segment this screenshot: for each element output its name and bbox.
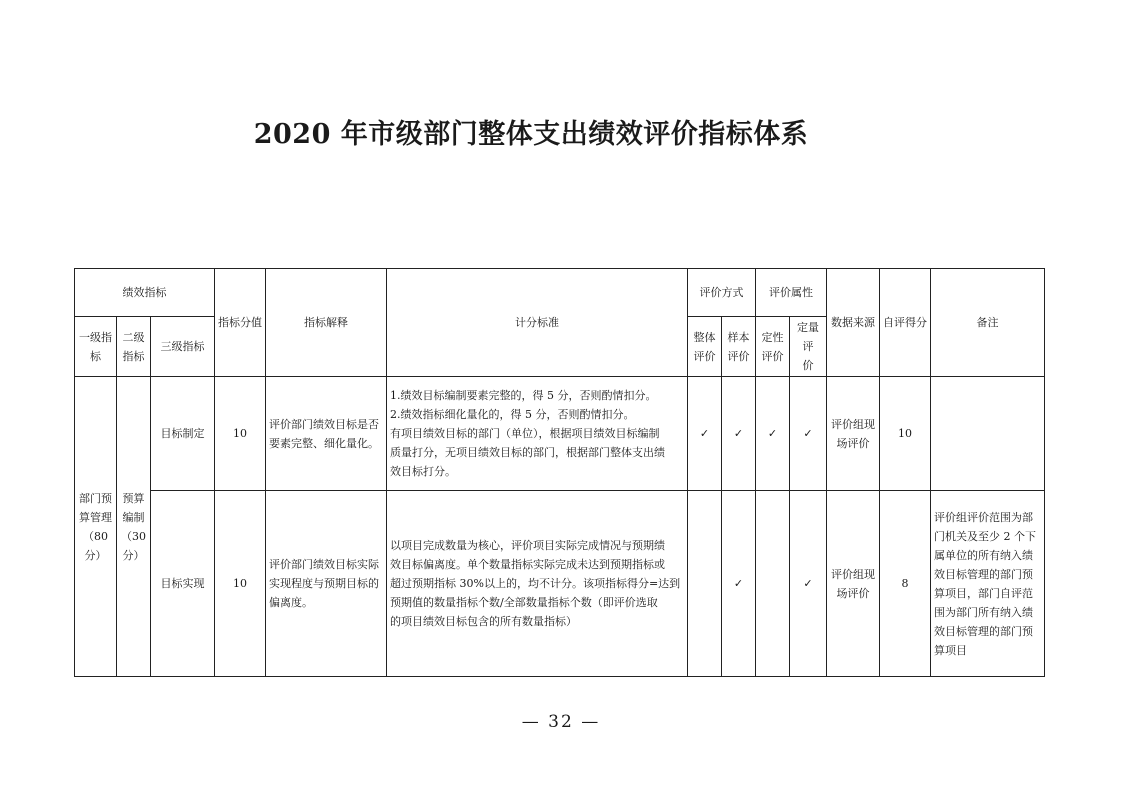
- header-criteria: 计分标准: [387, 269, 688, 377]
- level3-cell: 目标制定: [151, 377, 215, 491]
- indicator-table: [74, 268, 1045, 677]
- score-cell: 10: [215, 377, 266, 491]
- check-mark: ✓: [722, 491, 756, 677]
- check-mark: ✓: [756, 377, 790, 491]
- header-score: 指标分值: [215, 269, 266, 377]
- header-method: 评价方式: [688, 269, 756, 317]
- remarks-cell: 评价组评价范围为部 门机关及至少 2 个下 属单位的所有纳入绩 效目标管理的部门预 算项目，部门自评范 围为部门所有纳入绩 效目标管理的部门预 算项目: [931, 491, 1045, 677]
- header-level3: 三级指标: [151, 317, 215, 377]
- table-row: [75, 491, 1045, 677]
- source-cell: 评价组现 场评价: [827, 491, 880, 677]
- level3-cell: 目标实现: [151, 491, 215, 677]
- header-attr-quantitative: 定量评 价: [790, 317, 827, 377]
- header-self-score: 自评得分: [880, 269, 931, 377]
- header-attribute: 评价属性: [756, 269, 827, 317]
- check-mark: ✓: [722, 377, 756, 491]
- header-attr-qualitative: 定性 评价: [756, 317, 790, 377]
- level2-cell: 预算 编制 （30 分）: [117, 377, 151, 677]
- check-mark: ✓: [688, 377, 722, 491]
- level1-cell: 部门预 算管理 （80 分）: [75, 377, 117, 677]
- header-remarks: 备注: [931, 269, 1045, 377]
- header-method-overall: 整体 评价: [688, 317, 722, 377]
- header-level2: 二级 指标: [117, 317, 151, 377]
- header-source: 数据来源: [827, 269, 880, 377]
- table-row: [75, 377, 1045, 491]
- check-mark: [688, 491, 722, 677]
- check-mark: [756, 491, 790, 677]
- self-score-cell: 8: [880, 491, 931, 677]
- criteria-cell: 1.绩效目标编制要素完整的，得 5 分，否则酌情扣分。 2.绩效指标细化量化的，得 5 分，否则酌情扣分。 有项目绩效目标的部门（单位），根据项目绩效目标编制 质量打分，无项目绩效目标的部门，根据部门整体支出绩 效目标打分。: [387, 377, 688, 491]
- page-title: 2020 年市级部门整体支出绩效评价指标体系: [253, 119, 809, 150]
- criteria-cell: 以项目完成数量为核心，评价项目实际完成情况与预期绩 效目标偏离度。单个数量指标实际完成未达到预期指标或 超过预期指标 30%以上的，均不计分。该项指标得分=达到 预期值的数量指标个数/全部数量指标个数（即评价选取 的项目绩效目标包含的所有数量指标）: [387, 491, 688, 677]
- header-explanation: 指标解释: [266, 269, 387, 377]
- score-cell: 10: [215, 491, 266, 677]
- header-method-sample: 样本 评价: [722, 317, 756, 377]
- header-level1: 一级指 标: [75, 317, 117, 377]
- explanation-cell: 评价部门绩效目标实际实现程度与预期目标的偏离度。: [266, 491, 387, 677]
- header-indicators: 绩效指标: [75, 269, 215, 317]
- remarks-cell: [931, 377, 1045, 491]
- explanation-cell: 评价部门绩效目标是否要素完整、细化量化。: [266, 377, 387, 491]
- check-mark: ✓: [790, 491, 827, 677]
- check-mark: ✓: [790, 377, 827, 491]
- source-cell: 评价组现 场评价: [827, 377, 880, 491]
- self-score-cell: 10: [880, 377, 931, 491]
- page-number: — 32 —: [521, 712, 601, 732]
